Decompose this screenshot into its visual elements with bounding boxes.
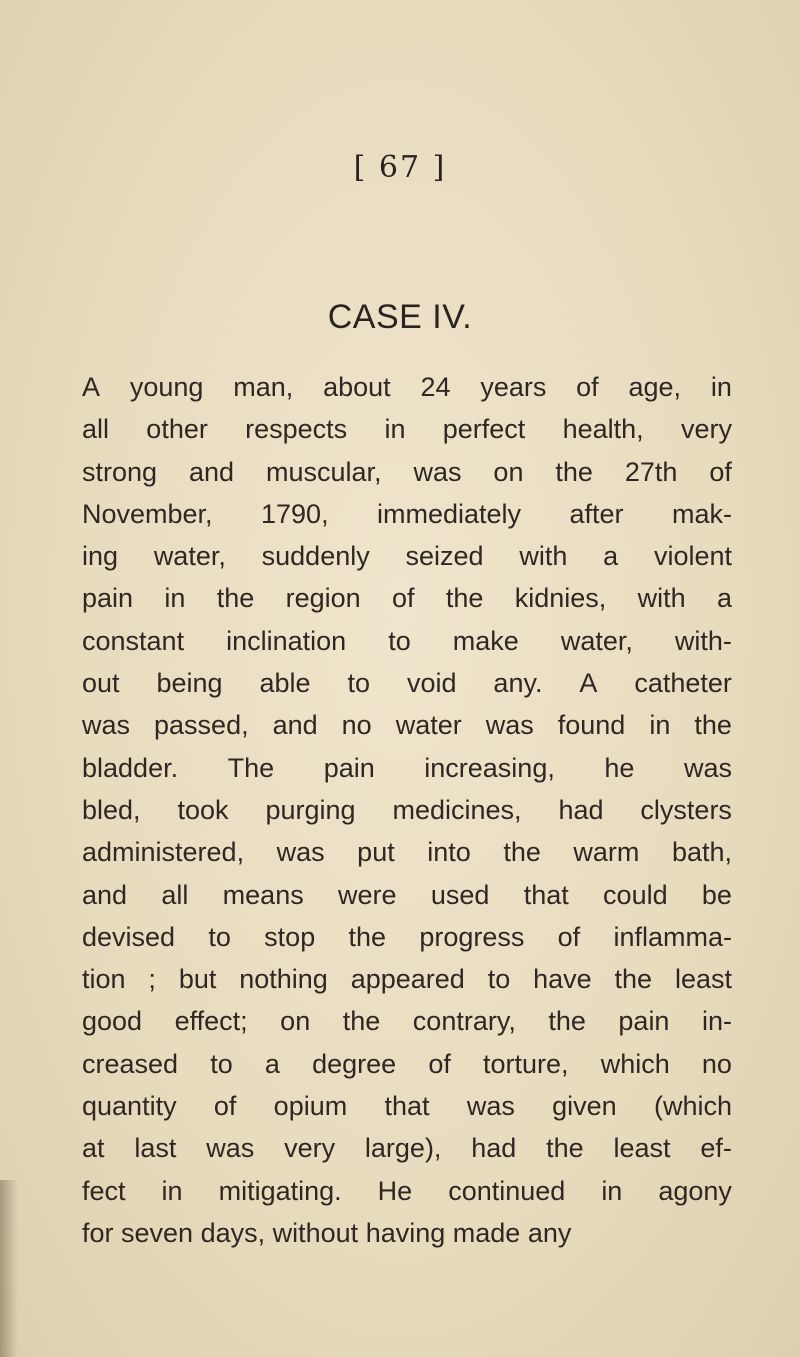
text-line: pain in the region of the kidnies, with a — [82, 583, 732, 614]
text-line: strong and muscular, was on the 27th of — [82, 456, 732, 487]
text-line: creased to a degree of torture, which no — [82, 1048, 732, 1079]
page-edge-shadow — [0, 1180, 18, 1357]
text-line: administered, was put into the warm bath, — [82, 837, 732, 868]
text-line: A young man, about 24 years of age, in — [82, 372, 732, 402]
text-line: at last was very large), had the least ef- — [82, 1133, 732, 1164]
text-line: out being able to void any. A catheter — [82, 668, 732, 699]
text-line: devised to stop the progress of inflamma- — [82, 921, 732, 952]
text-line: ing water, suddenly seized with a violent — [82, 541, 732, 572]
text-line: fect in mitigating. He continued in agony — [82, 1175, 732, 1206]
text-line: good effect; on the contrary, the pain in- — [82, 1006, 732, 1037]
text-line: was passed, and no water was found in the — [82, 710, 732, 741]
text-line: bladder. The pain increasing, he was — [82, 752, 732, 783]
text-line: and all means were used that could be — [82, 879, 732, 910]
text-line: November, 1790, immediately after mak- — [82, 498, 732, 529]
text-line: constant inclination to make water, with- — [82, 625, 732, 656]
text-line: all other respects in perfect health, very — [82, 414, 732, 445]
text-line: for seven days, without having made any — [82, 1217, 572, 1248]
text-line: quantity of opium that was given (which — [82, 1091, 732, 1122]
page-number: [ 67 ] — [353, 150, 447, 185]
case-title: CASE IV. — [327, 298, 473, 336]
text-line: tion ; but nothing appeared to have the least — [82, 964, 732, 995]
text-line: bled, took purging medicines, had clysters — [82, 794, 732, 825]
case-body-text — [82, 366, 732, 1254]
